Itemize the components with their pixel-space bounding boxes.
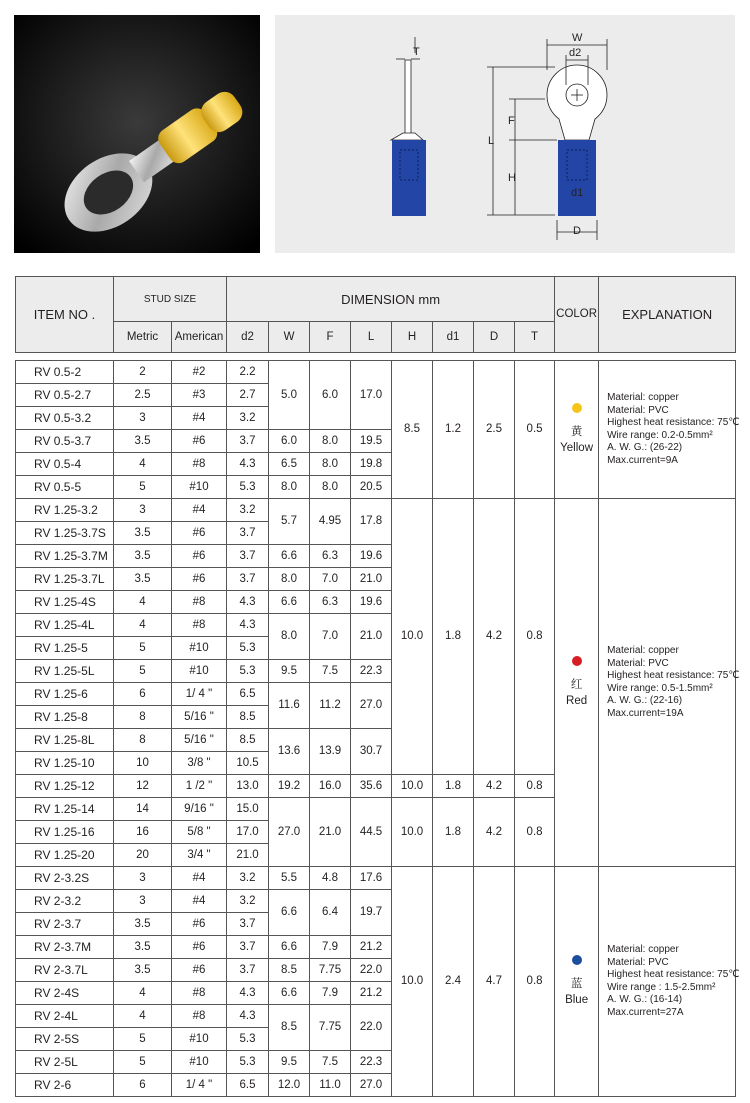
item-no-cell: RV 1.25-8 <box>16 706 114 729</box>
header-col-h: H <box>392 322 433 353</box>
d2-cell: 3.2 <box>227 867 269 890</box>
metric-cell: 5 <box>114 637 172 660</box>
d-cell: 4.2 <box>474 499 515 775</box>
d2-cell: 15.0 <box>227 798 269 821</box>
american-cell: #4 <box>172 890 227 913</box>
w-cell: 5.5 <box>269 867 310 890</box>
product-photo <box>14 15 260 253</box>
item-no-cell: RV 1.25-4L <box>16 614 114 637</box>
explanation-line: Material: PVC <box>607 404 669 416</box>
item-no-cell: RV 1.25-12 <box>16 775 114 798</box>
f-cell: 8.0 <box>310 453 351 476</box>
item-no-cell: RV 2-3.7M <box>16 936 114 959</box>
d2-cell: 10.5 <box>227 752 269 775</box>
header-stud-size: STUD SIZE <box>114 277 227 322</box>
header-col-l: L <box>351 322 392 353</box>
american-cell: #6 <box>172 522 227 545</box>
l-cell: 44.5 <box>351 798 392 867</box>
explanation-line: Material: copper <box>607 944 679 955</box>
item-no-cell: RV 1.25-4S <box>16 591 114 614</box>
item-no-cell: RV 1.25-8L <box>16 729 114 752</box>
color-name-cn: 红 <box>570 679 583 691</box>
diagram-label-d: D <box>573 225 581 237</box>
metric-cell: 6 <box>114 683 172 706</box>
t-cell: 0.5 <box>515 361 555 499</box>
d2-cell: 3.7 <box>227 913 269 936</box>
t-cell: 0.8 <box>515 798 555 867</box>
w-cell: 6.6 <box>269 890 310 936</box>
metric-cell: 4 <box>114 1005 172 1028</box>
diagram-label-d2: d2 <box>569 47 582 59</box>
american-cell: #6 <box>172 568 227 591</box>
w-cell: 5.7 <box>269 499 310 545</box>
f-cell: 21.0 <box>310 798 351 867</box>
d2-cell: 4.3 <box>227 614 269 637</box>
d2-cell: 5.3 <box>227 1028 269 1051</box>
header-dimension: DIMENSION mm <box>227 277 555 322</box>
diagram-label-f: F <box>508 115 515 127</box>
diagram-label-h: H <box>508 172 516 184</box>
diagram-label-l: L <box>488 135 495 147</box>
d-cell: 4.2 <box>474 798 515 867</box>
w-cell: 5.0 <box>269 361 310 430</box>
d2-cell: 4.3 <box>227 982 269 1005</box>
t-cell: 0.8 <box>515 867 555 1097</box>
l-cell: 27.0 <box>351 1074 392 1097</box>
item-no-cell: RV 1.25-5L <box>16 660 114 683</box>
explanation-line: A. W. G.: (26-22) <box>607 442 683 453</box>
item-no-cell: RV 2-3.2S <box>16 867 114 890</box>
metric-cell: 3 <box>114 890 172 913</box>
metric-cell: 8 <box>114 729 172 752</box>
explanation-cell <box>599 499 740 867</box>
american-cell: #6 <box>172 959 227 982</box>
header-col-d2: d2 <box>227 322 269 353</box>
f-cell: 8.0 <box>310 430 351 453</box>
item-no-cell: RV 2-6 <box>16 1074 114 1097</box>
item-no-cell: RV 0.5-5 <box>16 476 114 499</box>
metric-cell: 5 <box>114 1051 172 1074</box>
american-cell: #3 <box>172 384 227 407</box>
american-cell: #6 <box>172 936 227 959</box>
d2-cell: 5.3 <box>227 1051 269 1074</box>
l-cell: 17.8 <box>351 499 392 545</box>
d2-cell: 4.3 <box>227 591 269 614</box>
w-cell: 8.5 <box>269 959 310 982</box>
l-cell: 35.6 <box>351 775 392 798</box>
item-no-cell: RV 2-4L <box>16 1005 114 1028</box>
american-cell: #6 <box>172 913 227 936</box>
f-cell: 6.3 <box>310 591 351 614</box>
metric-cell: 20 <box>114 844 172 867</box>
diagram-label-d1: d1 <box>571 187 584 199</box>
metric-cell: 3.5 <box>114 545 172 568</box>
spec-table <box>15 276 740 1097</box>
l-cell: 22.3 <box>351 660 392 683</box>
d2-cell: 4.3 <box>227 453 269 476</box>
metric-cell: 6 <box>114 1074 172 1097</box>
explanation-cell <box>599 867 740 1097</box>
l-cell: 21.2 <box>351 936 392 959</box>
item-no-cell: RV 0.5-3.7 <box>16 430 114 453</box>
item-no-cell: RV 0.5-3.2 <box>16 407 114 430</box>
explanation-line: Highest heat resistance: 75℃ <box>607 417 740 428</box>
header-col-d1: d1 <box>433 322 474 353</box>
f-cell: 11.2 <box>310 683 351 729</box>
w-cell: 8.0 <box>269 614 310 660</box>
f-cell: 7.5 <box>310 1051 351 1074</box>
f-cell: 6.3 <box>310 545 351 568</box>
d2-cell: 4.3 <box>227 1005 269 1028</box>
spec-table-body <box>16 361 740 1097</box>
w-cell: 19.2 <box>269 775 310 798</box>
color-dot-icon <box>572 955 582 965</box>
header-color: COLOR <box>555 277 599 353</box>
d-cell: 4.2 <box>474 775 515 798</box>
metric-cell: 4 <box>114 982 172 1005</box>
w-cell: 9.5 <box>269 660 310 683</box>
d2-cell: 3.7 <box>227 522 269 545</box>
d1-cell: 1.2 <box>433 361 474 499</box>
d2-cell: 3.7 <box>227 936 269 959</box>
header-item-no: ITEM NO . <box>16 277 114 353</box>
dimension-diagram <box>275 15 735 253</box>
d2-cell: 13.0 <box>227 775 269 798</box>
american-cell: #10 <box>172 476 227 499</box>
diagram-label-w: W <box>572 32 583 44</box>
h-cell: 10.0 <box>392 867 433 1097</box>
l-cell: 30.7 <box>351 729 392 775</box>
f-cell: 6.0 <box>310 361 351 430</box>
f-cell: 7.0 <box>310 614 351 660</box>
american-cell: #6 <box>172 545 227 568</box>
w-cell: 8.0 <box>269 476 310 499</box>
american-cell: #4 <box>172 407 227 430</box>
f-cell: 4.8 <box>310 867 351 890</box>
item-no-cell: RV 1.25-3.7M <box>16 545 114 568</box>
d2-cell: 8.5 <box>227 729 269 752</box>
metric-cell: 2 <box>114 361 172 384</box>
american-cell: 1/ 4 " <box>172 683 227 706</box>
d2-cell: 6.5 <box>227 683 269 706</box>
w-cell: 6.0 <box>269 430 310 453</box>
w-cell: 11.6 <box>269 683 310 729</box>
header-col-w: W <box>269 322 310 353</box>
color-name-en: Red <box>566 695 588 707</box>
d2-cell: 5.3 <box>227 476 269 499</box>
diagram-label-t: T <box>413 46 420 58</box>
f-cell: 6.4 <box>310 890 351 936</box>
color-name-en: Yellow <box>560 442 593 454</box>
metric-cell: 14 <box>114 798 172 821</box>
american-cell: #2 <box>172 361 227 384</box>
l-cell: 20.5 <box>351 476 392 499</box>
l-cell: 19.6 <box>351 545 392 568</box>
d1-cell: 1.8 <box>433 499 474 775</box>
f-cell: 7.75 <box>310 959 351 982</box>
metric-cell: 3.5 <box>114 522 172 545</box>
f-cell: 7.9 <box>310 982 351 1005</box>
american-cell: #8 <box>172 614 227 637</box>
f-cell: 16.0 <box>310 775 351 798</box>
metric-cell: 4 <box>114 453 172 476</box>
table-row <box>16 867 736 890</box>
l-cell: 19.5 <box>351 430 392 453</box>
f-cell: 13.9 <box>310 729 351 775</box>
l-cell: 19.8 <box>351 453 392 476</box>
metric-cell: 5 <box>114 476 172 499</box>
explanation-line: Wire range: 0.5-1.5mm² <box>607 682 713 694</box>
metric-cell: 3.5 <box>114 913 172 936</box>
explanation-line: Material: PVC <box>607 657 669 669</box>
metric-cell: 2.5 <box>114 384 172 407</box>
metric-cell: 16 <box>114 821 172 844</box>
american-cell: #6 <box>172 430 227 453</box>
h-cell: 10.0 <box>392 775 433 798</box>
d2-cell: 3.7 <box>227 959 269 982</box>
d1-cell: 1.8 <box>433 775 474 798</box>
l-cell: 27.0 <box>351 683 392 729</box>
american-cell: 1 /2 " <box>172 775 227 798</box>
f-cell: 4.95 <box>310 499 351 545</box>
explanation-line: Max.current=27A <box>607 1006 684 1018</box>
explanation-line: Highest heat resistance: 75℃ <box>607 969 740 980</box>
explanation-line: Material: copper <box>607 392 679 403</box>
header-metric: Metric <box>114 322 172 353</box>
l-cell: 22.0 <box>351 959 392 982</box>
h-cell: 10.0 <box>392 798 433 867</box>
w-cell: 6.6 <box>269 545 310 568</box>
d2-cell: 17.0 <box>227 821 269 844</box>
metric-cell: 3.5 <box>114 936 172 959</box>
h-cell: 8.5 <box>392 361 433 499</box>
american-cell: 3/8 " <box>172 752 227 775</box>
t-cell: 0.8 <box>515 499 555 775</box>
f-cell: 7.9 <box>310 936 351 959</box>
american-cell: 5/16 " <box>172 729 227 752</box>
f-cell: 7.0 <box>310 568 351 591</box>
metric-cell: 8 <box>114 706 172 729</box>
american-cell: #10 <box>172 660 227 683</box>
american-cell: 5/16 " <box>172 706 227 729</box>
metric-cell: 3.5 <box>114 959 172 982</box>
item-no-cell: RV 2-5S <box>16 1028 114 1051</box>
f-cell: 8.0 <box>310 476 351 499</box>
w-cell: 27.0 <box>269 798 310 867</box>
item-no-cell: RV 0.5-2.7 <box>16 384 114 407</box>
american-cell: #8 <box>172 453 227 476</box>
item-no-cell: RV 1.25-14 <box>16 798 114 821</box>
l-cell: 21.0 <box>351 614 392 660</box>
l-cell: 21.0 <box>351 568 392 591</box>
metric-cell: 3.5 <box>114 568 172 591</box>
metric-cell: 5 <box>114 1028 172 1051</box>
table-row <box>16 361 736 384</box>
f-cell: 7.5 <box>310 660 351 683</box>
metric-cell: 3 <box>114 499 172 522</box>
explanation-line: A. W. G.: (16-14) <box>607 994 683 1005</box>
item-no-cell: RV 1.25-20 <box>16 844 114 867</box>
explanation-line: Wire range: 0.2-0.5mm² <box>607 429 713 441</box>
d2-cell: 21.0 <box>227 844 269 867</box>
item-no-cell: RV 2-3.7 <box>16 913 114 936</box>
d2-cell: 3.7 <box>227 545 269 568</box>
l-cell: 19.6 <box>351 591 392 614</box>
l-cell: 17.6 <box>351 867 392 890</box>
explanation-line: Max.current=19A <box>607 707 684 719</box>
t-cell: 0.8 <box>515 775 555 798</box>
color-cell <box>555 361 599 499</box>
item-no-cell: RV 1.25-5 <box>16 637 114 660</box>
metric-cell: 5 <box>114 660 172 683</box>
american-cell: 3/4 " <box>172 844 227 867</box>
l-cell: 22.0 <box>351 1005 392 1051</box>
american-cell: #10 <box>172 1028 227 1051</box>
header-col-t: T <box>515 322 555 353</box>
item-no-cell: RV 2-3.7L <box>16 959 114 982</box>
d2-cell: 3.7 <box>227 568 269 591</box>
metric-cell: 3 <box>114 407 172 430</box>
item-no-cell: RV 1.25-3.7L <box>16 568 114 591</box>
d-cell: 4.7 <box>474 867 515 1097</box>
w-cell: 9.5 <box>269 1051 310 1074</box>
american-cell: #4 <box>172 499 227 522</box>
color-cell <box>555 867 599 1097</box>
item-no-cell: RV 1.25-16 <box>16 821 114 844</box>
color-name-cn: 黄 <box>570 426 583 438</box>
f-cell: 11.0 <box>310 1074 351 1097</box>
header-american: American <box>172 322 227 353</box>
american-cell: 5/8 " <box>172 821 227 844</box>
american-cell: #10 <box>172 1051 227 1074</box>
explanation-line: Material: copper <box>607 645 679 656</box>
d2-cell: 3.2 <box>227 407 269 430</box>
american-cell: #8 <box>172 982 227 1005</box>
d2-cell: 2.7 <box>227 384 269 407</box>
d2-cell: 8.5 <box>227 706 269 729</box>
w-cell: 6.6 <box>269 936 310 959</box>
d-cell: 2.5 <box>474 361 515 499</box>
metric-cell: 12 <box>114 775 172 798</box>
explanation-line: Highest heat resistance: 75℃ <box>607 670 740 681</box>
w-cell: 12.0 <box>269 1074 310 1097</box>
metric-cell: 4 <box>114 591 172 614</box>
w-cell: 6.6 <box>269 982 310 1005</box>
header-col-f: F <box>310 322 351 353</box>
header-explanation: EXPLANATION <box>599 277 736 353</box>
color-name-en: Blue <box>565 994 589 1006</box>
l-cell: 19.7 <box>351 890 392 936</box>
w-cell: 8.0 <box>269 568 310 591</box>
color-cell <box>555 499 599 867</box>
explanation-line: Wire range : 1.5-2.5mm² <box>607 981 716 993</box>
d2-cell: 5.3 <box>227 660 269 683</box>
item-no-cell: RV 0.5-4 <box>16 453 114 476</box>
h-cell: 10.0 <box>392 499 433 775</box>
d2-cell: 6.5 <box>227 1074 269 1097</box>
w-cell: 6.5 <box>269 453 310 476</box>
color-dot-icon <box>572 403 582 413</box>
w-cell: 13.6 <box>269 729 310 775</box>
w-cell: 8.5 <box>269 1005 310 1051</box>
f-cell: 7.75 <box>310 1005 351 1051</box>
metric-cell: 10 <box>114 752 172 775</box>
l-cell: 17.0 <box>351 361 392 430</box>
american-cell: #4 <box>172 867 227 890</box>
explanation-cell <box>599 361 740 499</box>
item-no-cell: RV 2-5L <box>16 1051 114 1074</box>
d2-cell: 3.7 <box>227 430 269 453</box>
item-no-cell: RV 0.5-2 <box>16 361 114 384</box>
american-cell: 9/16 " <box>172 798 227 821</box>
item-no-cell: RV 1.25-6 <box>16 683 114 706</box>
d1-cell: 1.8 <box>433 798 474 867</box>
item-no-cell: RV 2-3.2 <box>16 890 114 913</box>
american-cell: #8 <box>172 1005 227 1028</box>
d1-cell: 2.4 <box>433 867 474 1097</box>
item-no-cell: RV 1.25-3.2 <box>16 499 114 522</box>
metric-cell: 3 <box>114 867 172 890</box>
l-cell: 22.3 <box>351 1051 392 1074</box>
header-col-d: D <box>474 322 515 353</box>
american-cell: 1/ 4 " <box>172 1074 227 1097</box>
w-cell: 6.6 <box>269 591 310 614</box>
item-no-cell: RV 1.25-3.7S <box>16 522 114 545</box>
explanation-line: Max.current=9A <box>607 454 678 466</box>
color-dot-icon <box>572 656 582 666</box>
american-cell: #8 <box>172 591 227 614</box>
table-row <box>16 499 736 522</box>
item-no-cell: RV 2-4S <box>16 982 114 1005</box>
item-no-cell: RV 1.25-10 <box>16 752 114 775</box>
d2-cell: 2.2 <box>227 361 269 384</box>
d2-cell: 3.2 <box>227 499 269 522</box>
metric-cell: 3.5 <box>114 430 172 453</box>
metric-cell: 4 <box>114 614 172 637</box>
explanation-line: Material: PVC <box>607 956 669 968</box>
d2-cell: 5.3 <box>227 637 269 660</box>
l-cell: 21.2 <box>351 982 392 1005</box>
d2-cell: 3.2 <box>227 890 269 913</box>
explanation-line: A. W. G.: (22-16) <box>607 695 683 706</box>
american-cell: #10 <box>172 637 227 660</box>
color-name-cn: 蓝 <box>570 978 583 990</box>
